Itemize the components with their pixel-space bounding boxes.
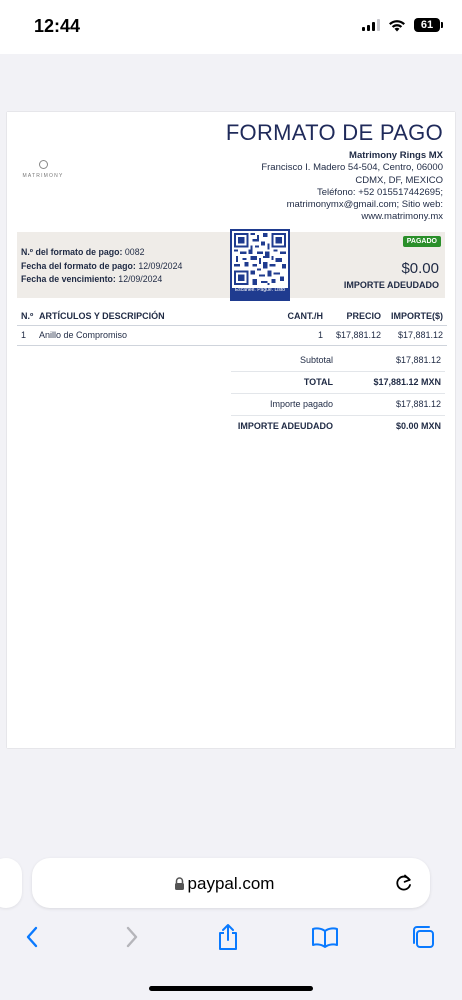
cellular-signal-icon bbox=[362, 19, 380, 31]
status-icons bbox=[362, 18, 440, 32]
payment-date: Fecha del formato de pago: 12/09/2024 bbox=[21, 260, 183, 271]
subtotal-label: Subtotal bbox=[299, 355, 333, 365]
back-icon bbox=[25, 926, 39, 948]
wifi-icon bbox=[388, 19, 406, 32]
subtotal-value: $17,881.12 bbox=[395, 355, 441, 365]
paid-label: Importe pagado bbox=[269, 399, 333, 409]
payment-info-band bbox=[17, 232, 445, 298]
amount-due-label: IMPORTE ADEUDADO bbox=[343, 280, 439, 290]
share-icon bbox=[217, 923, 239, 951]
total-value: $17,881.12 MXN bbox=[373, 377, 441, 387]
header-price: PRECIO bbox=[346, 311, 381, 321]
bookmarks-icon bbox=[311, 926, 339, 948]
forward-button[interactable] bbox=[117, 922, 147, 952]
payment-meta bbox=[21, 246, 182, 287]
share-button[interactable] bbox=[213, 922, 243, 952]
company-website-line: www.matrimony.mx bbox=[361, 211, 443, 223]
document-title: FORMATO DE PAGO bbox=[225, 120, 443, 145]
due-value: $0.00 MXN bbox=[395, 421, 441, 431]
header-no: N.º bbox=[21, 311, 34, 321]
items-table bbox=[17, 308, 447, 346]
company-address-line: Francisco I. Madero 54-504, Centro, 06000 bbox=[261, 162, 443, 174]
tabs-icon bbox=[410, 924, 436, 950]
company-logo bbox=[19, 152, 67, 186]
tabs-button[interactable] bbox=[408, 922, 438, 952]
total-label: TOTAL bbox=[303, 377, 333, 387]
browser-bottom-bar bbox=[0, 850, 462, 1000]
company-phone-line: Teléfono: +52 015517442695; bbox=[317, 186, 443, 198]
paid-row bbox=[231, 394, 445, 416]
url-text[interactable]: paypal.com bbox=[187, 874, 275, 893]
status-bar bbox=[0, 0, 462, 54]
amount-due-value: $0.00 bbox=[401, 260, 439, 277]
table-row bbox=[17, 326, 447, 346]
header-amount: IMPORTE($) bbox=[390, 311, 443, 321]
logo-text: MATRIMONY bbox=[22, 172, 64, 179]
items-table-header bbox=[17, 308, 447, 326]
ring-icon bbox=[39, 160, 48, 169]
due-row bbox=[231, 416, 445, 438]
reload-icon[interactable] bbox=[394, 872, 414, 894]
forward-icon bbox=[125, 926, 139, 948]
company-city-line: CDMX, DF, MEXICO bbox=[355, 174, 443, 186]
company-name: Matrimony Rings MX bbox=[349, 150, 443, 161]
battery-icon: 61 bbox=[414, 18, 440, 32]
paid-value: $17,881.12 bbox=[395, 399, 441, 409]
qr-caption: Escanee. Pague. Listo bbox=[232, 288, 288, 299]
qr-code[interactable] bbox=[230, 229, 290, 301]
header-qty: CANT./H bbox=[287, 311, 323, 321]
company-email-line: matrimonymx@gmail.com; Sitio web: bbox=[286, 199, 443, 211]
qr-code-icon bbox=[234, 233, 286, 285]
due-label: IMPORTE ADEUDADO bbox=[237, 421, 333, 431]
row-qty: 1 bbox=[317, 330, 323, 340]
row-description: Anillo de Compromiso bbox=[39, 330, 128, 340]
row-no: 1 bbox=[21, 330, 27, 340]
browser-toolbar bbox=[0, 920, 462, 960]
paid-status-badge: PAGADO bbox=[403, 236, 441, 247]
row-amount: $17,881.12 bbox=[397, 330, 443, 340]
address-bar[interactable] bbox=[32, 858, 430, 908]
home-indicator bbox=[149, 986, 313, 991]
payment-document bbox=[7, 112, 455, 748]
due-date: Fecha de vencimiento: 12/09/2024 bbox=[21, 274, 163, 284]
back-button[interactable] bbox=[17, 922, 47, 952]
header-description: ARTÍCULOS Y DESCRIPCIÓN bbox=[39, 311, 165, 321]
payment-number: N.º del formato de pago: 0082 bbox=[21, 247, 145, 257]
totals-section bbox=[231, 350, 445, 438]
company-info bbox=[261, 150, 443, 224]
status-time: 12:44 bbox=[34, 16, 81, 36]
subtotal-row bbox=[231, 350, 445, 372]
total-row bbox=[231, 372, 445, 394]
bookmarks-button[interactable] bbox=[310, 922, 340, 952]
row-price: $17,881.12 bbox=[335, 330, 381, 340]
previous-tab-preview[interactable] bbox=[0, 858, 22, 908]
